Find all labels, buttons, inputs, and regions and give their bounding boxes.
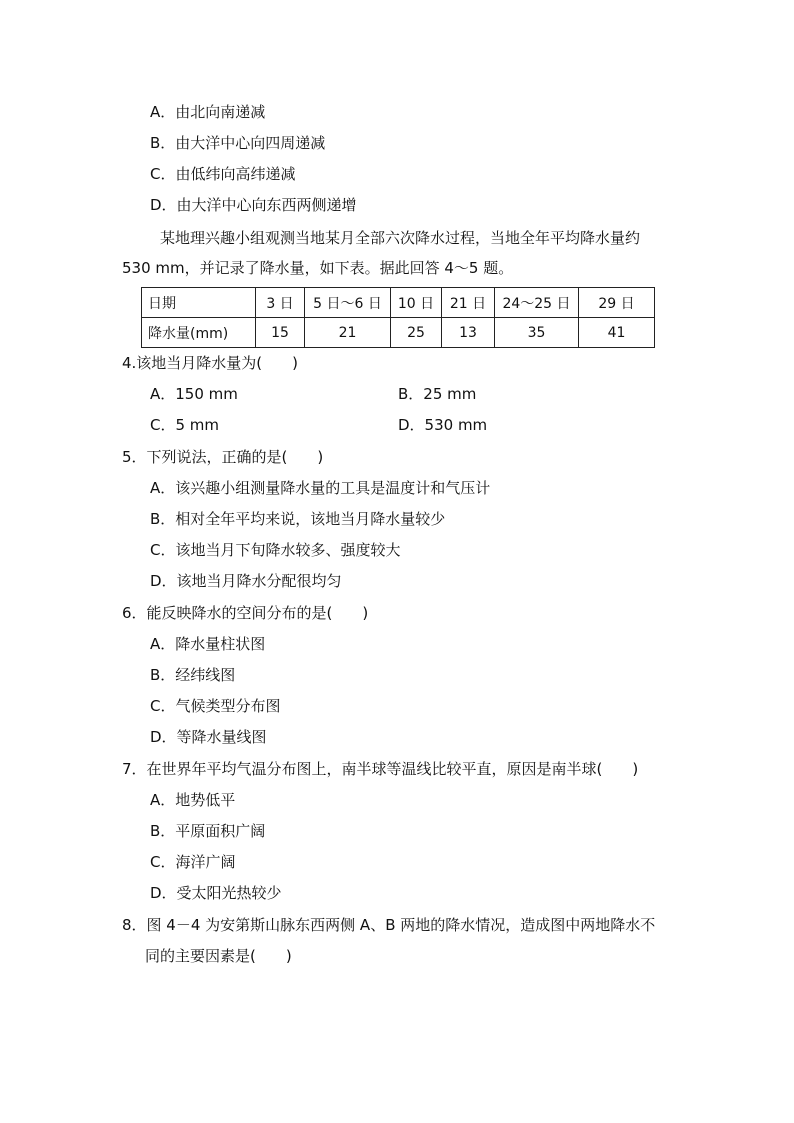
table-cell: 10 日 [391, 288, 442, 318]
table-cell: 25 [391, 318, 442, 348]
q4-option-d: D．530 mm [398, 416, 488, 434]
q4-option-a: A．150 mm [150, 385, 238, 403]
q8-stem-line-1: 8．图 4－4 为安第斯山脉东西两侧 A、B 两地的降水情况，造成图中两地降水不 [122, 916, 656, 934]
table-cell: 降水量(mm) [142, 318, 256, 348]
q7-stem: 7．在世界年平均气温分布图上，南半球等温线比较平直，原因是南半球( ) [122, 760, 639, 778]
q5-option-d: D．该地当月降水分配很均匀 [150, 572, 342, 590]
table-cell: 日期 [142, 288, 256, 318]
q4-option-b: B．25 mm [398, 385, 477, 403]
q7-option-a: A．地势低平 [150, 791, 236, 809]
table-cell: 24～25 日 [495, 288, 579, 318]
q3-option-b: B．由大洋中心向四周递减 [150, 134, 326, 152]
q6-option-a: A．降水量柱状图 [150, 635, 266, 653]
q4-stem: 4.该地当月降水量为( ) [122, 354, 299, 372]
q4-option-c: C．5 mm [150, 416, 220, 434]
table-cell: 5 日～6 日 [305, 288, 391, 318]
q8-stem-line-2: 同的主要因素是( ) [145, 947, 292, 965]
table-header-row [142, 288, 655, 318]
q5-option-c: C．该地当月下旬降水较多、强度较大 [150, 541, 401, 559]
table-cell: 21 [305, 318, 391, 348]
q3-option-c: C．由低纬向高纬递减 [150, 165, 296, 183]
table-cell: 21 日 [442, 288, 495, 318]
table-cell: 13 [442, 318, 495, 348]
q7-option-c: C．海洋广阔 [150, 853, 236, 871]
intro-line-1: 某地理兴趣小组观测当地某月全部六次降水过程，当地全年平均降水量约 [160, 229, 641, 247]
intro-line-2: 530 mm，并记录了降水量，如下表。据此回答 4～5 题。 [122, 259, 514, 277]
precipitation-table [141, 287, 655, 348]
q6-stem: 6．能反映降水的空间分布的是( ) [122, 604, 369, 622]
q6-option-c: C．气候类型分布图 [150, 697, 281, 715]
table-cell: 15 [256, 318, 305, 348]
q3-option-a: A．由北向南递减 [150, 103, 266, 121]
q5-option-b: B．相对全年平均来说，该地当月降水量较少 [150, 510, 446, 528]
table-cell: 29 日 [579, 288, 655, 318]
q6-option-d: D．等降水量线图 [150, 728, 267, 746]
table-cell: 41 [579, 318, 655, 348]
table-cell: 35 [495, 318, 579, 348]
q3-option-d: D．由大洋中心向东西两侧递增 [150, 196, 357, 214]
table-row [142, 318, 655, 348]
q7-option-b: B．平原面积广阔 [150, 822, 266, 840]
q5-option-a: A．该兴趣小组测量降水量的工具是温度计和气压计 [150, 479, 491, 497]
table-cell: 3 日 [256, 288, 305, 318]
q6-option-b: B．经纬线图 [150, 666, 236, 684]
q5-stem: 5．下列说法，正确的是( ) [122, 448, 324, 466]
q7-option-d: D．受太阳光热较少 [150, 884, 282, 902]
